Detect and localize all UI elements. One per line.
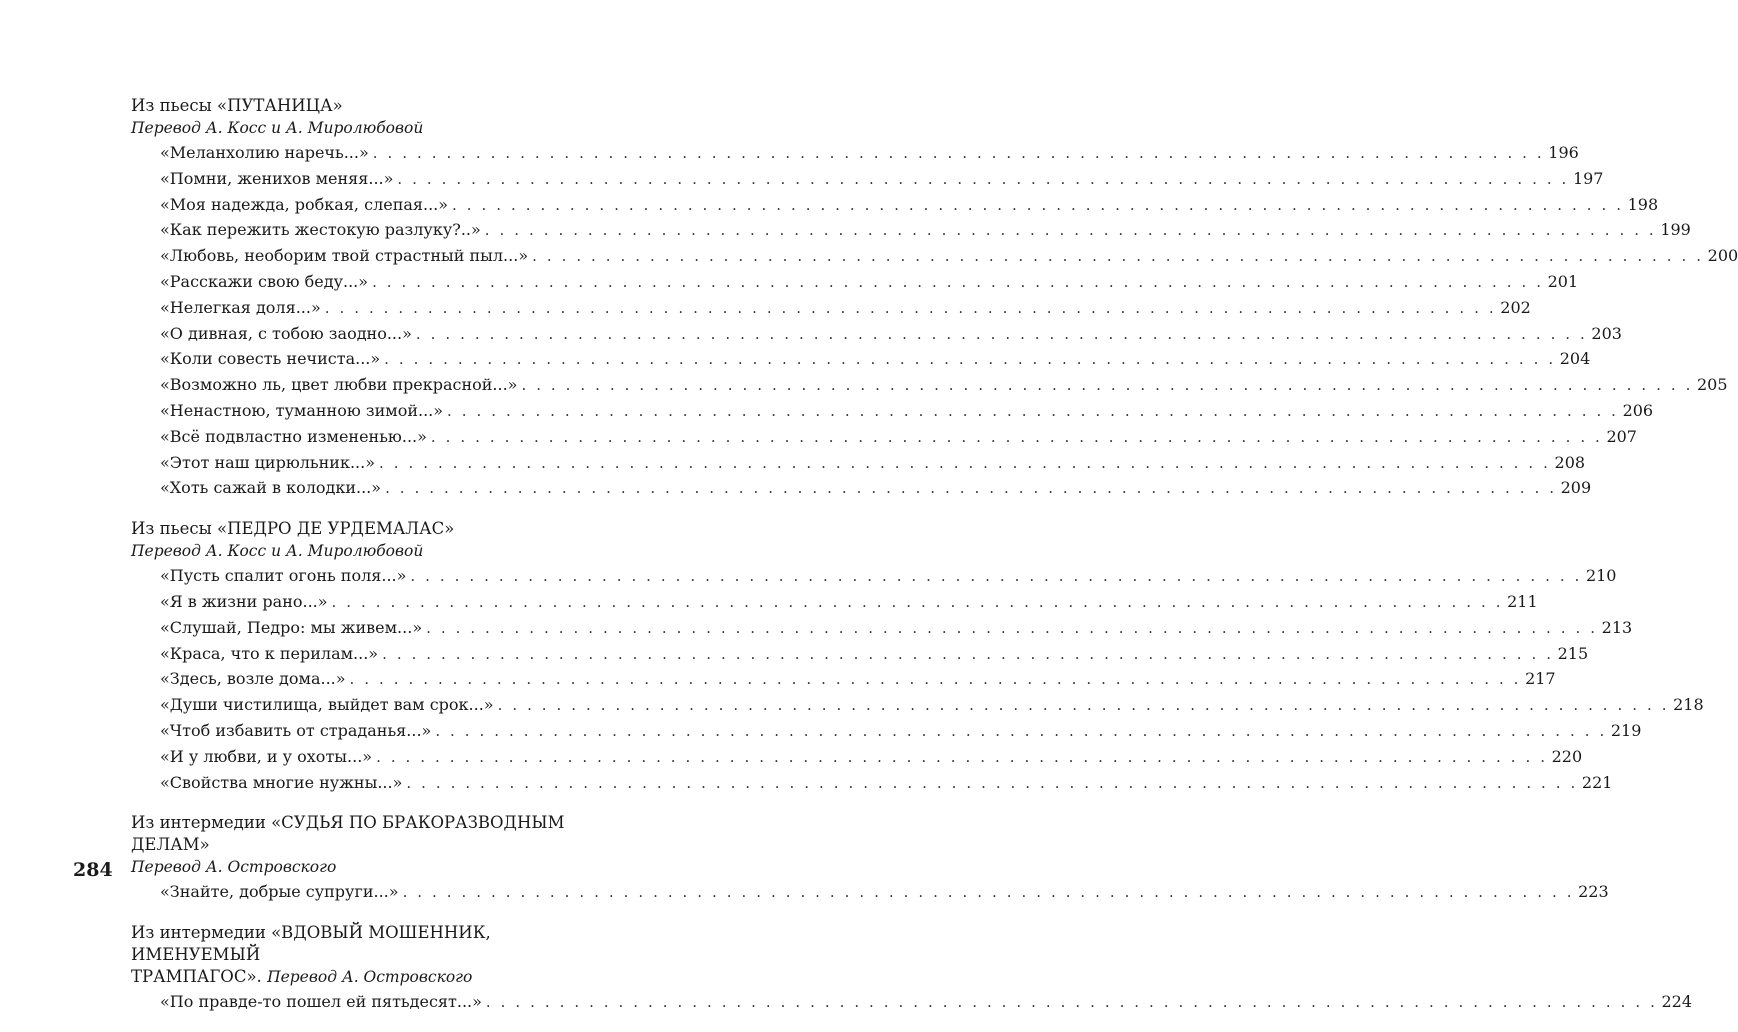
page-number: 284 [73,859,113,881]
section-title: Из пьесы «ПЕДРО ДЕ УРДЕМАЛАС» [131,519,455,539]
dot-leader: . . . . . . . . . . . . . . . . . . . . . . . . . . . . . . . . . . . . . . . . . . . . . . . . . . . . . . . . . . . . . . . . . . . . . . . . . . . . . . . . [484,221,1657,240]
section-translator: Перевод А. Островского [267,968,473,987]
entry-page-number: 208 [1554,452,1586,472]
toc-entry [160,243,1738,269]
entry-title: «Пусть спалит огонь поля...» [160,566,407,586]
section-translator: Перевод А. Косс и А. Миролюбовой [131,119,424,137]
toc-entry [160,589,1538,615]
entry-page-number: 205 [1696,375,1728,395]
toc-entry [160,424,1637,450]
entry-page-number: 220 [1551,746,1583,766]
entry-title: «О дивная, с тобою заодно...» [160,323,412,343]
entry-page-number: 219 [1610,720,1642,740]
entry-page-number: 204 [1559,349,1591,369]
dot-leader: . . . . . . . . . . . . . . . . . . . . . . . . . . . . . . . . . . . . . . . . . . . . . . . . . . . . . . . . . . . . . . . . . . . . . . . . . . . . . . . . [324,298,1497,317]
dot-leader: . . . . . . . . . . . . . . . . . . . . . . . . . . . . . . . . . . . . . . . . . . . . . . . . . . . . . . . . . . . . . . . . . . . . . . . . . . . . . . . . [497,696,1670,715]
entry-title: «Всё подвластно измененью...» [160,426,427,446]
entry-title: «По правде-то пошел ей пятьдесят...» [160,992,482,1012]
table-of-contents [131,95,1738,1032]
toc-entry [160,295,1531,321]
entry-title: «Знайте, добрые супруги...» [160,882,399,902]
toc-entry [160,321,1622,347]
entry-title: «Чтоб избавить от страданья...» [160,720,432,740]
dot-leader: . . . . . . . . . . . . . . . . . . . . . . . . . . . . . . . . . . . . . . . . . . . . . . . . . . . . . . . . . . . . . . . . . . . . . . . . . . . . . . . . [385,479,1557,498]
toc-entry [160,398,1654,424]
entry-title: «Нелегкая доля...» [160,297,321,317]
entry-title: «Краса, что к перилам...» [160,643,379,663]
entry-page-number: 223 [1578,882,1609,902]
dot-leader: . . . . . . . . . . . . . . . . . . . . . . . . . . . . . . . . . . . . . . . . . . . . . . . . . . . . . . . . . . . . . . . . . . . . . . . . . . . . . . . . [372,144,1545,162]
entry-page-number: 196 [1548,143,1579,162]
section-putanitsa [131,95,1738,501]
entry-page-number: 207 [1606,426,1637,446]
entry-page-number: 218 [1673,695,1704,715]
section-pedro-de-urdemalas [131,518,1704,795]
toc-entry [160,346,1591,372]
dot-leader: . . . . . . . . . . . . . . . . . . . . . . . . . . . . . . . . . . . . . . . . . . . . . . . . . . . . . . . . . . . . . . . . . . . . . . . . . . . . . . . . [376,747,1548,766]
dot-leader: . . . . . . . . . . . . . . . . . . . . . . . . . . . . . . . . . . . . . . . . . . . . . . . . . . . . . . . . . . . . . . . . . . . . . . . . . . . . . . . . [415,324,1588,343]
toc-entry [160,269,1579,295]
entry-title: «Этот наш цирюльник...» [160,452,375,472]
toc-entry [160,744,1583,770]
toc-entry [160,879,1609,905]
entry-page-number: 217 [1525,669,1556,689]
dot-leader: . . . . . . . . . . . . . . . . . . . . . . . . . . . . . . . . . . . . . . . . . . . . . . . . . . . . . . . . . . . . . . . . . . . . . . . . . . . . . . . . [331,592,1504,611]
entry-title: «Моя надежда, робкая, слепая...» [160,194,449,214]
dot-leader: . . . . . . . . . . . . . . . . . . . . . . . . . . . . . . . . . . . . . . . . . . . . . . . . . . . . . . . . . . . . . . . . . . . . . . . . . . . . . . . . [402,883,1575,902]
section-title [131,922,609,988]
dot-leader: . . . . . . . . . . . . . . . . . . . . . . . . . . . . . . . . . . . . . . . . . . . . . . . . . . . . . . . . . . . . . . . . . . . . . . . . . . . . . . . . [406,773,1578,792]
toc-entry [160,563,1617,589]
entry-page-number: 206 [1622,400,1654,420]
entry-page-number: 221 [1581,772,1613,792]
section-title: Из пьесы «ПУТАНИЦА» [131,96,343,115]
entry-list [160,563,1704,795]
entry-title: «Меланхолию наречь...» [160,143,369,162]
dot-leader: . . . . . . . . . . . . . . . . . . . . . . . . . . . . . . . . . . . . . . . . . . . . . . . . . . . . . . . . . . . . . . . . . . . . . . . . . . . . . . . . [521,376,1693,395]
entry-page-number: 213 [1601,617,1633,637]
section-translator: Перевод А. Островского [131,858,337,877]
dot-leader: . . . . . . . . . . . . . . . . . . . . . . . . . . . . . . . . . . . . . . . . . . . . . . . . . . . . . . . . . . . . . . . . . . . . . . . . . . . . . . . . [397,169,1569,188]
entry-page-number: 200 [1707,246,1738,266]
toc-entry [160,475,1592,501]
toc-entry [160,166,1604,192]
dot-leader: . . . . . . . . . . . . . . . . . . . . . . . . . . . . . . . . . . . . . . . . . . . . . . . . . . . . . . . . . . . . . . . . . . . . . . . . . . . . . . . . [382,644,1554,663]
entry-page-number: 201 [1547,271,1579,291]
toc-entry [160,372,1728,398]
section-title-line-2 [131,966,609,988]
dot-leader: . . . . . . . . . . . . . . . . . . . . . . . . . . . . . . . . . . . . . . . . . . . . . . . . . . . . . . . . . . . . . . . . . . . . . . . . . . . . . . . . [485,993,1658,1012]
entry-page-number: 202 [1500,297,1531,317]
entry-list [160,140,1738,501]
entry-page-number: 198 [1627,194,1659,214]
dot-leader: . . . . . . . . . . . . . . . . . . . . . . . . . . . . . . . . . . . . . . . . . . . . . . . . . . . . . . . . . . . . . . . . . . . . . . . . . . . . . . . . [410,567,1582,586]
entry-title: «Как пережить жестокую разлуку?..» [160,220,481,240]
entry-title: «Души чистилища, выйдет вам срок...» [160,695,494,715]
entry-title: «Ненастною, туманною зимой...» [160,400,444,420]
dot-leader: . . . . . . . . . . . . . . . . . . . . . . . . . . . . . . . . . . . . . . . . . . . . . . . . . . . . . . . . . . . . . . . . . . . . . . . . . . . . . . . . [426,618,1598,637]
entry-title: «Хоть сажай в колодки...» [160,478,382,498]
section-sudya [131,812,1609,905]
dot-leader: . . . . . . . . . . . . . . . . . . . . . . . . . . . . . . . . . . . . . . . . . . . . . . . . . . . . . . . . . . . . . . . . . . . . . . . . . . . . . . . . [435,721,1607,740]
entry-list [160,989,1692,1015]
entry-title: «И у любви, и у охоты...» [160,746,373,766]
dot-leader: . . . . . . . . . . . . . . . . . . . . . . . . . . . . . . . . . . . . . . . . . . . . . . . . . . . . . . . . . . . . . . . . . . . . . . . . . . . . . . . . [372,272,1544,291]
entry-title: «Коли совесть нечиста...» [160,349,381,369]
section-title: Из интермедии «СУДЬЯ ПО БРАКОРАЗВОДНЫМ ДЕЛАМ» [131,813,565,855]
dot-leader: . . . . . . . . . . . . . . . . . . . . . . . . . . . . . . . . . . . . . . . . . . . . . . . . . . . . . . . . . . . . . . . . . . . . . . . . . . . . . . . . [532,247,1704,266]
entry-page-number: 224 [1661,992,1692,1012]
toc-entry [160,989,1692,1015]
toc-entry [160,192,1659,218]
entry-page-number: 215 [1557,643,1589,663]
entry-title: «Расскажи свою беду...» [160,271,369,291]
section-vdovyi-moshennik [131,922,1692,1015]
toc-entry [160,692,1704,718]
entry-page-number: 197 [1572,168,1604,188]
entry-title: «Свойства многие нужны...» [160,772,403,792]
toc-entry [160,450,1586,476]
toc-entry [160,140,1579,166]
dot-leader: . . . . . . . . . . . . . . . . . . . . . . . . . . . . . . . . . . . . . . . . . . . . . . . . . . . . . . . . . . . . . . . . . . . . . . . . . . . . . . . . [452,195,1624,214]
entry-title: «Помни, женихов меняя...» [160,168,394,188]
entry-title: «Здесь, возле дома...» [160,669,346,689]
entry-title: «Слушай, Педро: мы живем...» [160,617,423,637]
toc-entry [160,217,1691,243]
dot-leader: . . . . . . . . . . . . . . . . . . . . . . . . . . . . . . . . . . . . . . . . . . . . . . . . . . . . . . . . . . . . . . . . . . . . . . . . . . . . . . . . [349,670,1522,689]
entry-page-number: 203 [1591,323,1622,343]
toc-entry [160,770,1613,796]
entry-page-number: 210 [1585,566,1617,586]
section-title-line-1: Из интермедии «ВДОВЫЙ МОШЕННИК, ИМЕНУЕМЫЙ [131,923,491,965]
toc-entry [160,718,1642,744]
section-title-tail: ТРАМПАГОС». [131,967,262,987]
toc-entry [160,666,1556,692]
entry-title: «Возможно ль, цвет любви прекрасной...» [160,375,518,395]
entry-page-number: 199 [1660,220,1691,240]
dot-leader: . . . . . . . . . . . . . . . . . . . . . . . . . . . . . . . . . . . . . . . . . . . . . . . . . . . . . . . . . . . . . . . . . . . . . . . . . . . . . . . . [379,453,1551,472]
entry-list [160,879,1609,905]
entry-page-number: 211 [1507,591,1538,611]
dot-leader: . . . . . . . . . . . . . . . . . . . . . . . . . . . . . . . . . . . . . . . . . . . . . . . . . . . . . . . . . . . . . . . . . . . . . . . . . . . . . . . . [447,401,1619,420]
entry-title: «Я в жизни рано...» [160,591,328,611]
toc-entry [160,641,1589,667]
section-translator: Перевод А. Косс и А. Миролюбовой [131,542,424,561]
dot-leader: . . . . . . . . . . . . . . . . . . . . . . . . . . . . . . . . . . . . . . . . . . . . . . . . . . . . . . . . . . . . . . . . . . . . . . . . . . . . . . . . [384,350,1556,369]
toc-entry [160,615,1633,641]
dot-leader: . . . . . . . . . . . . . . . . . . . . . . . . . . . . . . . . . . . . . . . . . . . . . . . . . . . . . . . . . . . . . . . . . . . . . . . . . . . . . . . . [430,427,1603,446]
entry-title: «Любовь, необорим твой страстный пыл...» [160,246,529,266]
entry-page-number: 209 [1560,478,1592,498]
